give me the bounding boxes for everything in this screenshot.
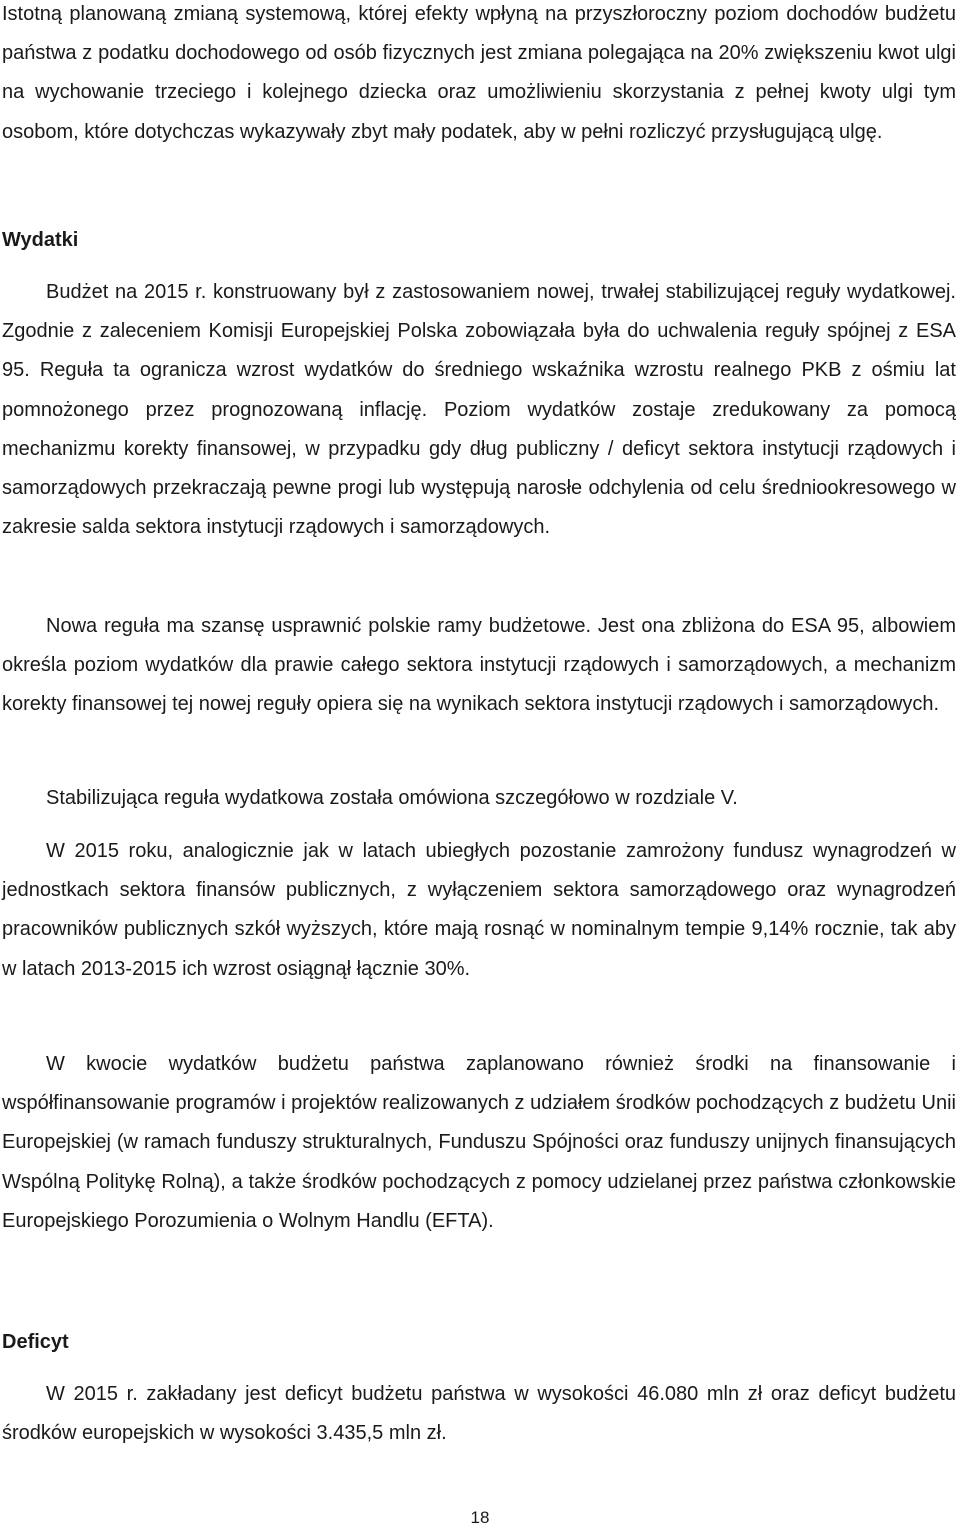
new-rule-paragraph: Nowa reguła ma szansę usprawnić polskie ramy budżetowe. Jest ona zbliżona do ESA 95, albowiem określa poziom wydatków dla prawie całego sektora instytucji rządowych i samorządowych, a mechanizm korekty finansowej tej nowej reguły opiera się na wynikach sektora instytucji rządowych i samorządowych. <box>2 615 956 716</box>
page-number: 18 <box>470 1508 490 1527</box>
section-heading-wydatki: Wydatki <box>2 229 79 251</box>
chapter-reference-paragraph: Stabilizująca reguła wydatkowa została omówiona szczegółowo w rozdziale V. <box>46 787 738 809</box>
section-heading-deficyt: Deficyt <box>2 1331 69 1353</box>
deficit-paragraph: W 2015 r. zakładany jest deficyt budżetu państwa w wysokości 46.080 mln zł oraz deficyt budżetu środków europejskich w wysokości 3.435,5 mln zł. <box>2 1383 956 1445</box>
wages-paragraph: W 2015 roku, analogicznie jak w latach ubiegłych pozostanie zamrożony fundusz wynagrodzeń w jednostkach sektora finansów publicznych, z wyłączeniem sektora samorządowego oraz wynagrodzeń pracowników publicznych szkół wyższych, które mają rosnąć w nominalnym tempie 9,14% rocznie, tak aby w latach 2013-2015 ich wzrost osiągnął łącznie 30%. <box>2 840 956 980</box>
eu-funds-paragraph: W kwocie wydatków budżetu państwa zaplanowano również środki na finansowanie i współfinansowanie programów i projektów realizowanych z udziałem środków pochodzących z budżetu Unii Europejskiej (w ramach funduszy strukturalnych, Funduszu Spójności oraz funduszy unijnych finansujących Wspólną Politykę Rolną), a także środków pochodzących z pomocy udzielanej przez państwa członkowskie Europejskiego Porozumienia o Wolnym Handlu (EFTA). <box>2 1053 956 1232</box>
expenditure-rule-paragraph: Budżet na 2015 r. konstruowany był z zastosowaniem nowej, trwałej stabilizującej reguły wydatkowej. Zgodnie z zaleceniem Komisji Europejskiej Polska zobowiązała była do uchwalenia reguły spójnej z ESA 95. Reguła ta ogranicza wzrost wydatków do średniego wskaźnika wzrostu realnego PKB z ośmiu lat pomnożonego przez prognozowaną inflację. Poziom wydatków zostaje zredukowany za pomocą mechanizmu korekty finansowej, w przypadku gdy dług publiczny / deficyt sektora instytucji rządowych i samorządowych przekraczają pewne progi lub występują narosłe odchylenia od celu średniookresowego w zakresie salda sektora instytucji rządowych i samorządowych. <box>2 281 956 539</box>
intro-paragraph: Istotną planowaną zmianą systemową, której efekty wpłyną na przyszłoroczny poziom dochodów budżetu państwa z podatku dochodowego od osób fizycznych jest zmiana polegająca na 20% zwiększeniu kwot ulgi na wychowanie trzeciego i kolejnego dziecka oraz umożliwieniu skorzystania z pełnej kwoty ulgi tym osobom, które dotychczas wykazywały zbyt mały podatek, aby w pełni rozliczyć przysługującą ulgę. <box>2 3 956 143</box>
